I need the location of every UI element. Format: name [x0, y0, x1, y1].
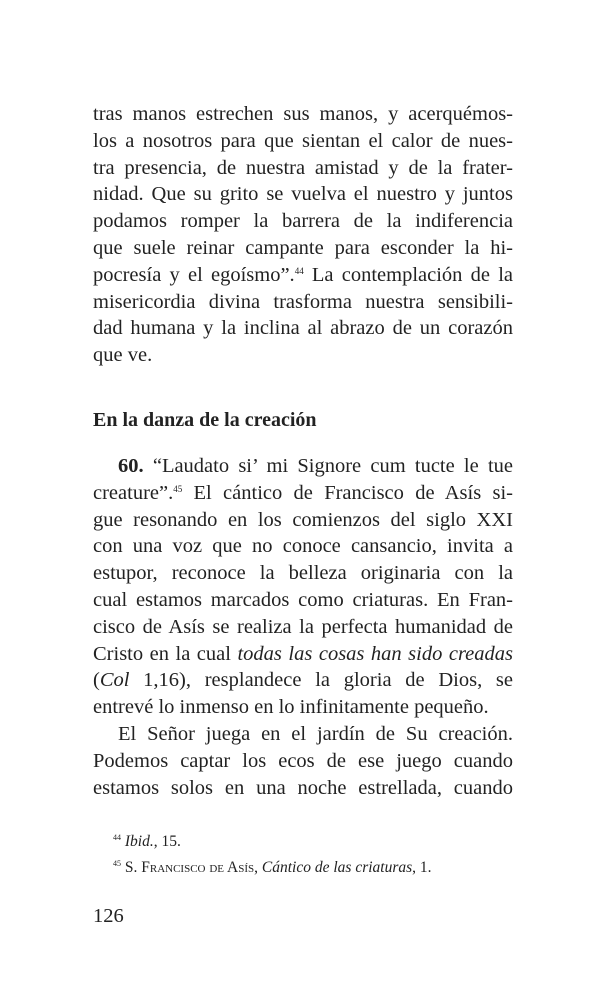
text-line [93, 208, 513, 235]
text-line [93, 667, 513, 694]
text-run: La contemplación de la [303, 263, 513, 286]
text-line [93, 289, 513, 316]
text-run: nidad. Que su grito se vuelva el nuestro y juntos [93, 183, 513, 206]
text-line [93, 155, 513, 182]
footnote-ref: 44 [294, 265, 304, 276]
text-line [93, 587, 513, 614]
section-heading: En la danza de la creación [93, 409, 317, 431]
text-run: creature”. [93, 481, 174, 504]
text-line [93, 507, 513, 534]
text-line [93, 181, 513, 208]
text-run: estamos solos en una noche estrellada, cuando [93, 776, 513, 799]
text-line [93, 775, 513, 802]
text-run: dad humana y la inclina al abrazo de un corazón [93, 317, 513, 340]
text-line [93, 721, 513, 748]
text-line [93, 128, 513, 155]
text-line [93, 101, 513, 128]
text-line [93, 614, 513, 641]
paragraph-number: 60. [118, 455, 144, 477]
footnote [93, 829, 513, 855]
text-run: “Laudato si’ mi Signore cum tucte le tue [143, 455, 513, 477]
text-run: gue resonando en los comienzos del siglo XXI [93, 508, 513, 531]
text-run: que suele reinar campante para esconder la hi- [93, 236, 513, 259]
text-line [93, 262, 513, 289]
text-line [93, 560, 513, 587]
text-line [93, 641, 513, 668]
footnotes [93, 829, 513, 881]
text-line [93, 694, 513, 721]
paragraph-continuation [93, 101, 513, 369]
text-run: 1,16), resplandece la gloria de Dios, se [129, 669, 513, 692]
text-run: El cántico de Francisco de Asís si- [182, 481, 513, 504]
text-run: , 15. [153, 833, 181, 850]
text-run: pocresía y el egoísmo”. [93, 263, 295, 286]
text-run: estupor, reconoce la belleza originaria con la [93, 562, 513, 585]
text-run: cual estamos marcados como criaturas. En Fran- [93, 588, 513, 611]
text-run: entrevé lo inmenso en lo infinitamente pequeño. [93, 696, 489, 719]
text-run: Cántico de las criaturas [261, 859, 413, 876]
text-line [93, 453, 513, 480]
text-run: Podemos captar los ecos de ese juego cuando [93, 749, 513, 772]
text-run: Cristo en la cual [93, 642, 238, 665]
text-run: misericordia divina trasforma nuestra sensibili- [93, 290, 513, 313]
text-run: S. [121, 859, 142, 876]
text-line [93, 480, 513, 507]
text-line [93, 315, 513, 342]
text-line [93, 235, 513, 262]
paragraph-60 [93, 453, 513, 721]
text-run: que ve. [93, 344, 153, 367]
page-number: 126 [93, 905, 124, 927]
footnote [93, 855, 513, 881]
text-run: El Señor juega en el jardín de Su creación. [118, 723, 513, 745]
text-run: con una voz que no conoce cansancio, invita a [93, 535, 513, 558]
text-run: Francisco de Asís [141, 859, 255, 876]
footnote-ref: 45 [173, 483, 183, 494]
text-run: cisco de Asís se realiza la perfecta humanidad de [93, 615, 513, 638]
footnote-ref: 44 [113, 833, 121, 842]
text-run: Ibid. [124, 833, 154, 850]
text-line [93, 533, 513, 560]
text-run: tra presencia, de nuestra amistad y de la frater- [93, 156, 513, 179]
text-run: , 1. [412, 859, 432, 876]
text-run: , [254, 859, 262, 876]
text-run: los a nosotros para que sientan el calor de nues- [93, 129, 513, 152]
text-run: tras manos estrechen sus manos, y acerquémos- [93, 103, 513, 125]
text-run: ( [93, 669, 100, 692]
text-line [93, 748, 513, 775]
text-line [93, 342, 513, 369]
text-run: podamos romper la barrera de la indiferencia [93, 210, 513, 233]
text-run: todas las cosas han sido creadas [237, 642, 514, 665]
paragraph-el-senor [93, 721, 513, 801]
footnote-ref: 45 [113, 859, 121, 868]
text-run: Col [99, 669, 130, 692]
